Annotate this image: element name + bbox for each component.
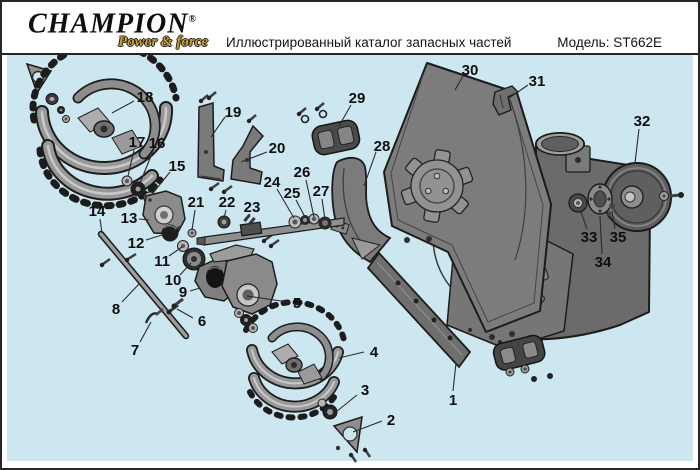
- svg-text:1: 1: [448, 392, 458, 409]
- svg-text:9: 9: [178, 284, 188, 301]
- svg-text:32: 32: [633, 113, 651, 130]
- svg-text:31: 31: [528, 73, 546, 90]
- part-21-washer: [188, 229, 196, 237]
- svg-text:16: 16: [148, 135, 166, 152]
- parts-diagram: [2, 2, 698, 468]
- svg-text:15: 15: [168, 158, 186, 175]
- part-11-washer: [178, 241, 189, 252]
- svg-text:18: 18: [136, 89, 154, 106]
- svg-text:25: 25: [283, 185, 301, 202]
- model-label: Модель: ST662E: [557, 35, 662, 50]
- part-34-flange: [588, 184, 612, 214]
- svg-text:24: 24: [263, 174, 281, 191]
- svg-text:2: 2: [386, 412, 396, 429]
- champion-logo: [28, 5, 208, 51]
- svg-text:33: 33: [580, 229, 598, 246]
- brand-tagline: Power & force: [118, 34, 208, 51]
- svg-text:12: 12: [127, 235, 145, 252]
- part-12-seal: [162, 225, 179, 242]
- svg-text:23: 23: [243, 199, 261, 216]
- svg-text:28: 28: [373, 138, 391, 155]
- catalog-title: Иллюстрированный каталог запасных частей: [226, 35, 512, 50]
- brand-text: CHAMPION: [28, 8, 189, 40]
- svg-text:6: 6: [197, 313, 207, 330]
- svg-text:35: 35: [609, 229, 627, 246]
- svg-text:8: 8: [111, 301, 121, 318]
- registered-mark: ®: [188, 14, 196, 25]
- part-callout-23: [244, 199, 261, 216]
- svg-text:22: 22: [218, 194, 236, 211]
- svg-text:5: 5: [292, 295, 302, 312]
- svg-text:27: 27: [312, 183, 330, 200]
- svg-text:20: 20: [268, 140, 286, 157]
- svg-text:17: 17: [128, 134, 146, 151]
- svg-text:4: 4: [369, 344, 379, 361]
- svg-text:14: 14: [88, 203, 106, 220]
- svg-text:11: 11: [154, 253, 170, 270]
- svg-text:7: 7: [130, 342, 140, 359]
- header: [2, 2, 698, 55]
- svg-text:10: 10: [164, 272, 182, 289]
- svg-text:19: 19: [224, 104, 242, 121]
- svg-text:30: 30: [461, 62, 479, 79]
- svg-text:29: 29: [348, 90, 366, 107]
- svg-text:26: 26: [293, 164, 311, 181]
- svg-text:13: 13: [120, 210, 138, 227]
- svg-text:34: 34: [594, 254, 612, 271]
- svg-text:3: 3: [360, 382, 370, 399]
- part-33-bearing: [569, 194, 587, 212]
- svg-text:21: 21: [187, 194, 205, 211]
